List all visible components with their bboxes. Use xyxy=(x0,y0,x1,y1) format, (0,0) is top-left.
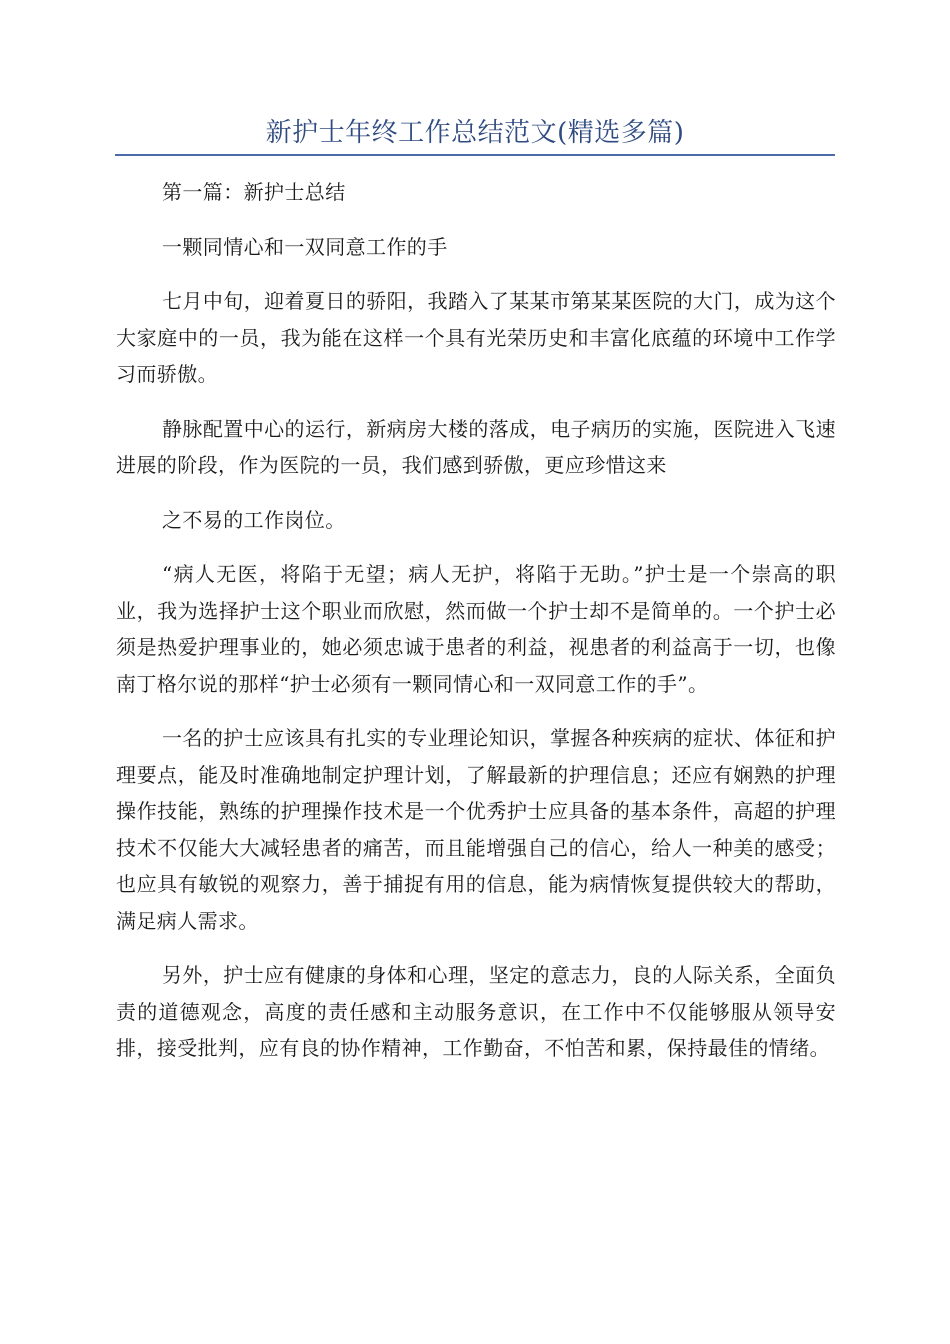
paragraph: 一名的护士应该具有扎实的专业理论知识，掌握各种疾病的症状、体征和护理要点，能及时准确地制定护理计划，了解最新的护理信息；还应有娴熟的护理操作技能，熟练的护理操作技术是一个优秀护士应具备的基本条件，高超的护理技术不仅能大大减轻患者的痛苦，而且能增强自己的信心，给人一种美的感受；也应具有敏锐的观察力，善于捕捉有用的信息，能为病情恢复提供较大的帮助，满足病人需求。 xyxy=(116,726,836,933)
document-title: 新护士年终工作总结范文(精选多篇) xyxy=(265,118,685,148)
section-heading: 第一篇：新护士总结 xyxy=(162,180,346,204)
paragraph: 静脉配置中心的运行，新病房大楼的落成，电子病历的实施，医院进入飞速进展的阶段，作为医院的一员，我们感到骄傲，更应珍惜这来 xyxy=(116,416,836,477)
subheading: 一颗同情心和一双同意工作的手 xyxy=(162,234,448,259)
paragraph: 另外，护士应有健康的身体和心理，坚定的意志力，良的人际关系，全面负责的道德观念，高度的责任感和主动服务意识，在工作中不仅能够服从领导安排，接受批判，应有良的协作精神，工作勤奋，不怕苦和累，保持最佳的情绪。 xyxy=(116,963,836,1060)
title-underline xyxy=(115,154,835,156)
paragraph: 七月中旬，迎着夏日的骄阳，我踏入了某某市第某某医院的大门，成为这个大家庭中的一员，我为能在这样一个具有光荣历史和丰富化底蕴的环境中工作学习而骄傲。 xyxy=(116,289,836,386)
document-body xyxy=(116,174,836,1085)
paragraph: “病人无医，将陷于无望；病人无护，将陷于无助。”护士是一个崇高的职业，我为选择护士这个职业而欣慰，然而做一个护士却不是简单的。一个护士必须是热爱护理事业的，她必须忠诚于患者的利益，视患者的利益高于一切，也像南丁格尔说的那样“护士必须有一颗同情心和一双同意工作的手”。 xyxy=(116,562,836,696)
paragraph: 之不易的工作岗位。 xyxy=(162,507,346,532)
